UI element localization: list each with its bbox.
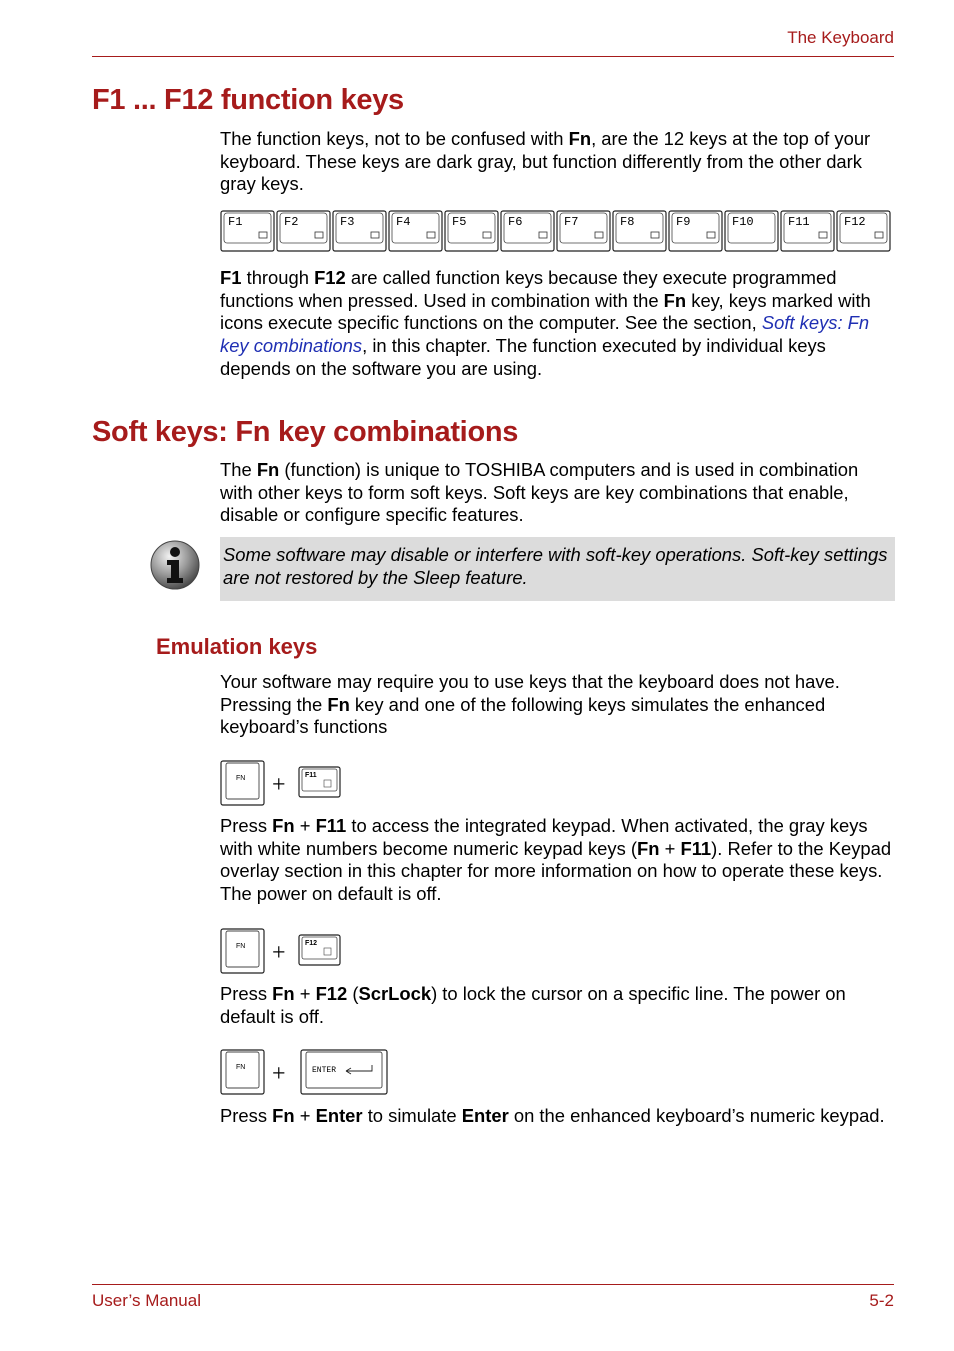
function-key-f11 bbox=[781, 211, 834, 251]
function-key-f3 bbox=[333, 211, 386, 251]
function-keys-strip bbox=[220, 210, 892, 254]
running-header: The Keyboard bbox=[787, 28, 894, 47]
bold-fn: Fn bbox=[272, 815, 295, 836]
bold-f11: F11 bbox=[680, 837, 712, 859]
bold-scrlock: ScrLock bbox=[358, 983, 432, 1004]
text: + bbox=[294, 815, 316, 836]
plus-sign: + bbox=[272, 940, 286, 966]
f12-key bbox=[299, 935, 340, 965]
fn-key bbox=[221, 929, 264, 973]
bold-fn: Fn bbox=[272, 983, 295, 1004]
bold-enter: Enter bbox=[461, 1105, 509, 1126]
function-key-f6 bbox=[501, 211, 554, 251]
function-key-label: F5 bbox=[452, 215, 467, 229]
header-rule bbox=[92, 56, 894, 57]
function-key-f5 bbox=[445, 211, 498, 251]
function-key-f10 bbox=[725, 211, 778, 251]
plus-sign: + bbox=[272, 772, 286, 798]
bold-enter: Enter bbox=[315, 1105, 363, 1126]
function-key-label: F11 bbox=[788, 215, 810, 229]
text: to access the integrated keypad. When activated, the gray keys with white numbers become numeric keypad keys ( bbox=[220, 815, 868, 859]
fn-key bbox=[221, 761, 264, 805]
text: Press bbox=[220, 815, 273, 836]
function-key-label: F1 bbox=[228, 215, 243, 229]
text: Your software may require you to use keys that the keyboard does not have. Pressing the bbox=[220, 671, 840, 715]
bold-fn: Fn bbox=[663, 289, 687, 311]
bold-f11: F11 bbox=[315, 815, 347, 836]
fn-key-label: FN bbox=[236, 775, 246, 782]
text: key, keys marked with icons execute specific functions on the computer. See the section, bbox=[220, 289, 871, 334]
function-keys-intro bbox=[220, 128, 895, 196]
function-key-f9 bbox=[669, 211, 722, 251]
fn-f12-combo-image bbox=[220, 928, 350, 976]
subsection-title-emulation-keys: Emulation keys bbox=[156, 634, 318, 659]
text: , in this chapter. The function executed by individual keys depends on the software you are using. bbox=[220, 335, 826, 379]
function-key-f1 bbox=[221, 211, 274, 251]
footer-manual-title: User’s Manual bbox=[92, 1291, 201, 1310]
text: + bbox=[294, 983, 316, 1004]
fn-enter-description bbox=[220, 1105, 895, 1128]
text: + bbox=[659, 837, 681, 859]
text: on the enhanced keyboard’s numeric keypad. bbox=[508, 1105, 885, 1126]
text: The function keys, not to be confused with bbox=[220, 128, 569, 149]
footer-page-number: 5-2 bbox=[869, 1291, 894, 1310]
bold-fn: Fn bbox=[272, 1105, 295, 1126]
enter-key-label: ENTER bbox=[312, 1066, 337, 1075]
function-key-label: F10 bbox=[732, 215, 754, 229]
text: The bbox=[220, 459, 257, 480]
function-key-label: F8 bbox=[620, 215, 635, 229]
enter-key bbox=[301, 1050, 387, 1094]
fn-key bbox=[221, 1050, 264, 1094]
bold-fn: Fn bbox=[568, 128, 592, 149]
text: ). Refer to the Keypad overlay section in this chapter for more information on how to operate these keys. The power on default is off. bbox=[220, 837, 892, 905]
fn-f11-combo-image bbox=[220, 760, 350, 808]
function-key-f12 bbox=[837, 211, 890, 251]
info-icon bbox=[150, 540, 202, 592]
fn-f12-description bbox=[220, 983, 895, 1028]
note-box bbox=[220, 537, 895, 601]
function-key-label: F9 bbox=[676, 215, 691, 229]
text: are called function keys because they execute programmed functions when pressed. Used in combination with the bbox=[220, 267, 837, 311]
fn-f11-description bbox=[220, 815, 895, 906]
function-key-label: F12 bbox=[844, 215, 866, 229]
bold-f12: F12 bbox=[315, 983, 348, 1004]
bold-f12: F12 bbox=[314, 267, 346, 288]
function-key-label: F3 bbox=[340, 215, 355, 229]
text: Press bbox=[220, 1105, 273, 1126]
section-title-function-keys: F1 ... F12 function keys bbox=[92, 84, 404, 116]
soft-keys-link[interactable]: Soft keys: Fn key combinations bbox=[220, 312, 870, 357]
plus-sign: + bbox=[272, 1061, 286, 1087]
function-key-label: F6 bbox=[508, 215, 523, 229]
text: ( bbox=[347, 983, 359, 1004]
function-key-f7 bbox=[557, 211, 610, 251]
footer-rule bbox=[92, 1284, 894, 1285]
function-keys-description bbox=[220, 267, 895, 381]
emulation-keys-intro bbox=[220, 671, 895, 739]
bold-fn: Fn bbox=[637, 837, 660, 859]
function-key-label: F4 bbox=[396, 215, 411, 229]
text: through bbox=[241, 267, 315, 288]
function-key-f8 bbox=[613, 211, 666, 251]
function-key-label: F2 bbox=[284, 215, 299, 229]
text: ) to lock the cursor on a specific line. The power on default is off. bbox=[220, 983, 846, 1027]
text: , are the 12 keys at the top of your keyboard. These keys are dark gray, but function differently from the other dark gray keys. bbox=[220, 128, 871, 195]
f12-key-label: F12 bbox=[305, 940, 318, 947]
function-key-f2 bbox=[277, 211, 330, 251]
f11-key-label: F11 bbox=[305, 772, 317, 779]
f11-key bbox=[299, 767, 340, 797]
bold-f1: F1 bbox=[220, 267, 242, 288]
text: Press bbox=[220, 983, 273, 1004]
text: to simulate bbox=[362, 1105, 462, 1126]
bold-fn: Fn bbox=[327, 693, 350, 715]
section-title-soft-keys: Soft keys: Fn key combinations bbox=[92, 416, 519, 448]
bold-fn: Fn bbox=[256, 459, 280, 480]
function-key-f4 bbox=[389, 211, 442, 251]
text: key and one of the following keys simulates the enhanced keyboard’s functions bbox=[220, 693, 826, 738]
text: + bbox=[294, 1105, 316, 1126]
fn-enter-combo-image bbox=[220, 1049, 392, 1097]
fn-key-label: FN bbox=[236, 1064, 246, 1071]
text: (function) is unique to TOSHIBA computers and is used in combination with other keys to form soft keys. Soft keys are key combinations that enable, disable or configure specific features. bbox=[220, 459, 859, 526]
fn-key-label: FN bbox=[236, 943, 246, 950]
soft-keys-intro bbox=[220, 459, 895, 527]
note-text: Some software may disable or interfere with soft-key operations. Soft-key settings are not restored by the Sleep feature. bbox=[223, 544, 888, 588]
function-key-label: F7 bbox=[564, 215, 579, 229]
